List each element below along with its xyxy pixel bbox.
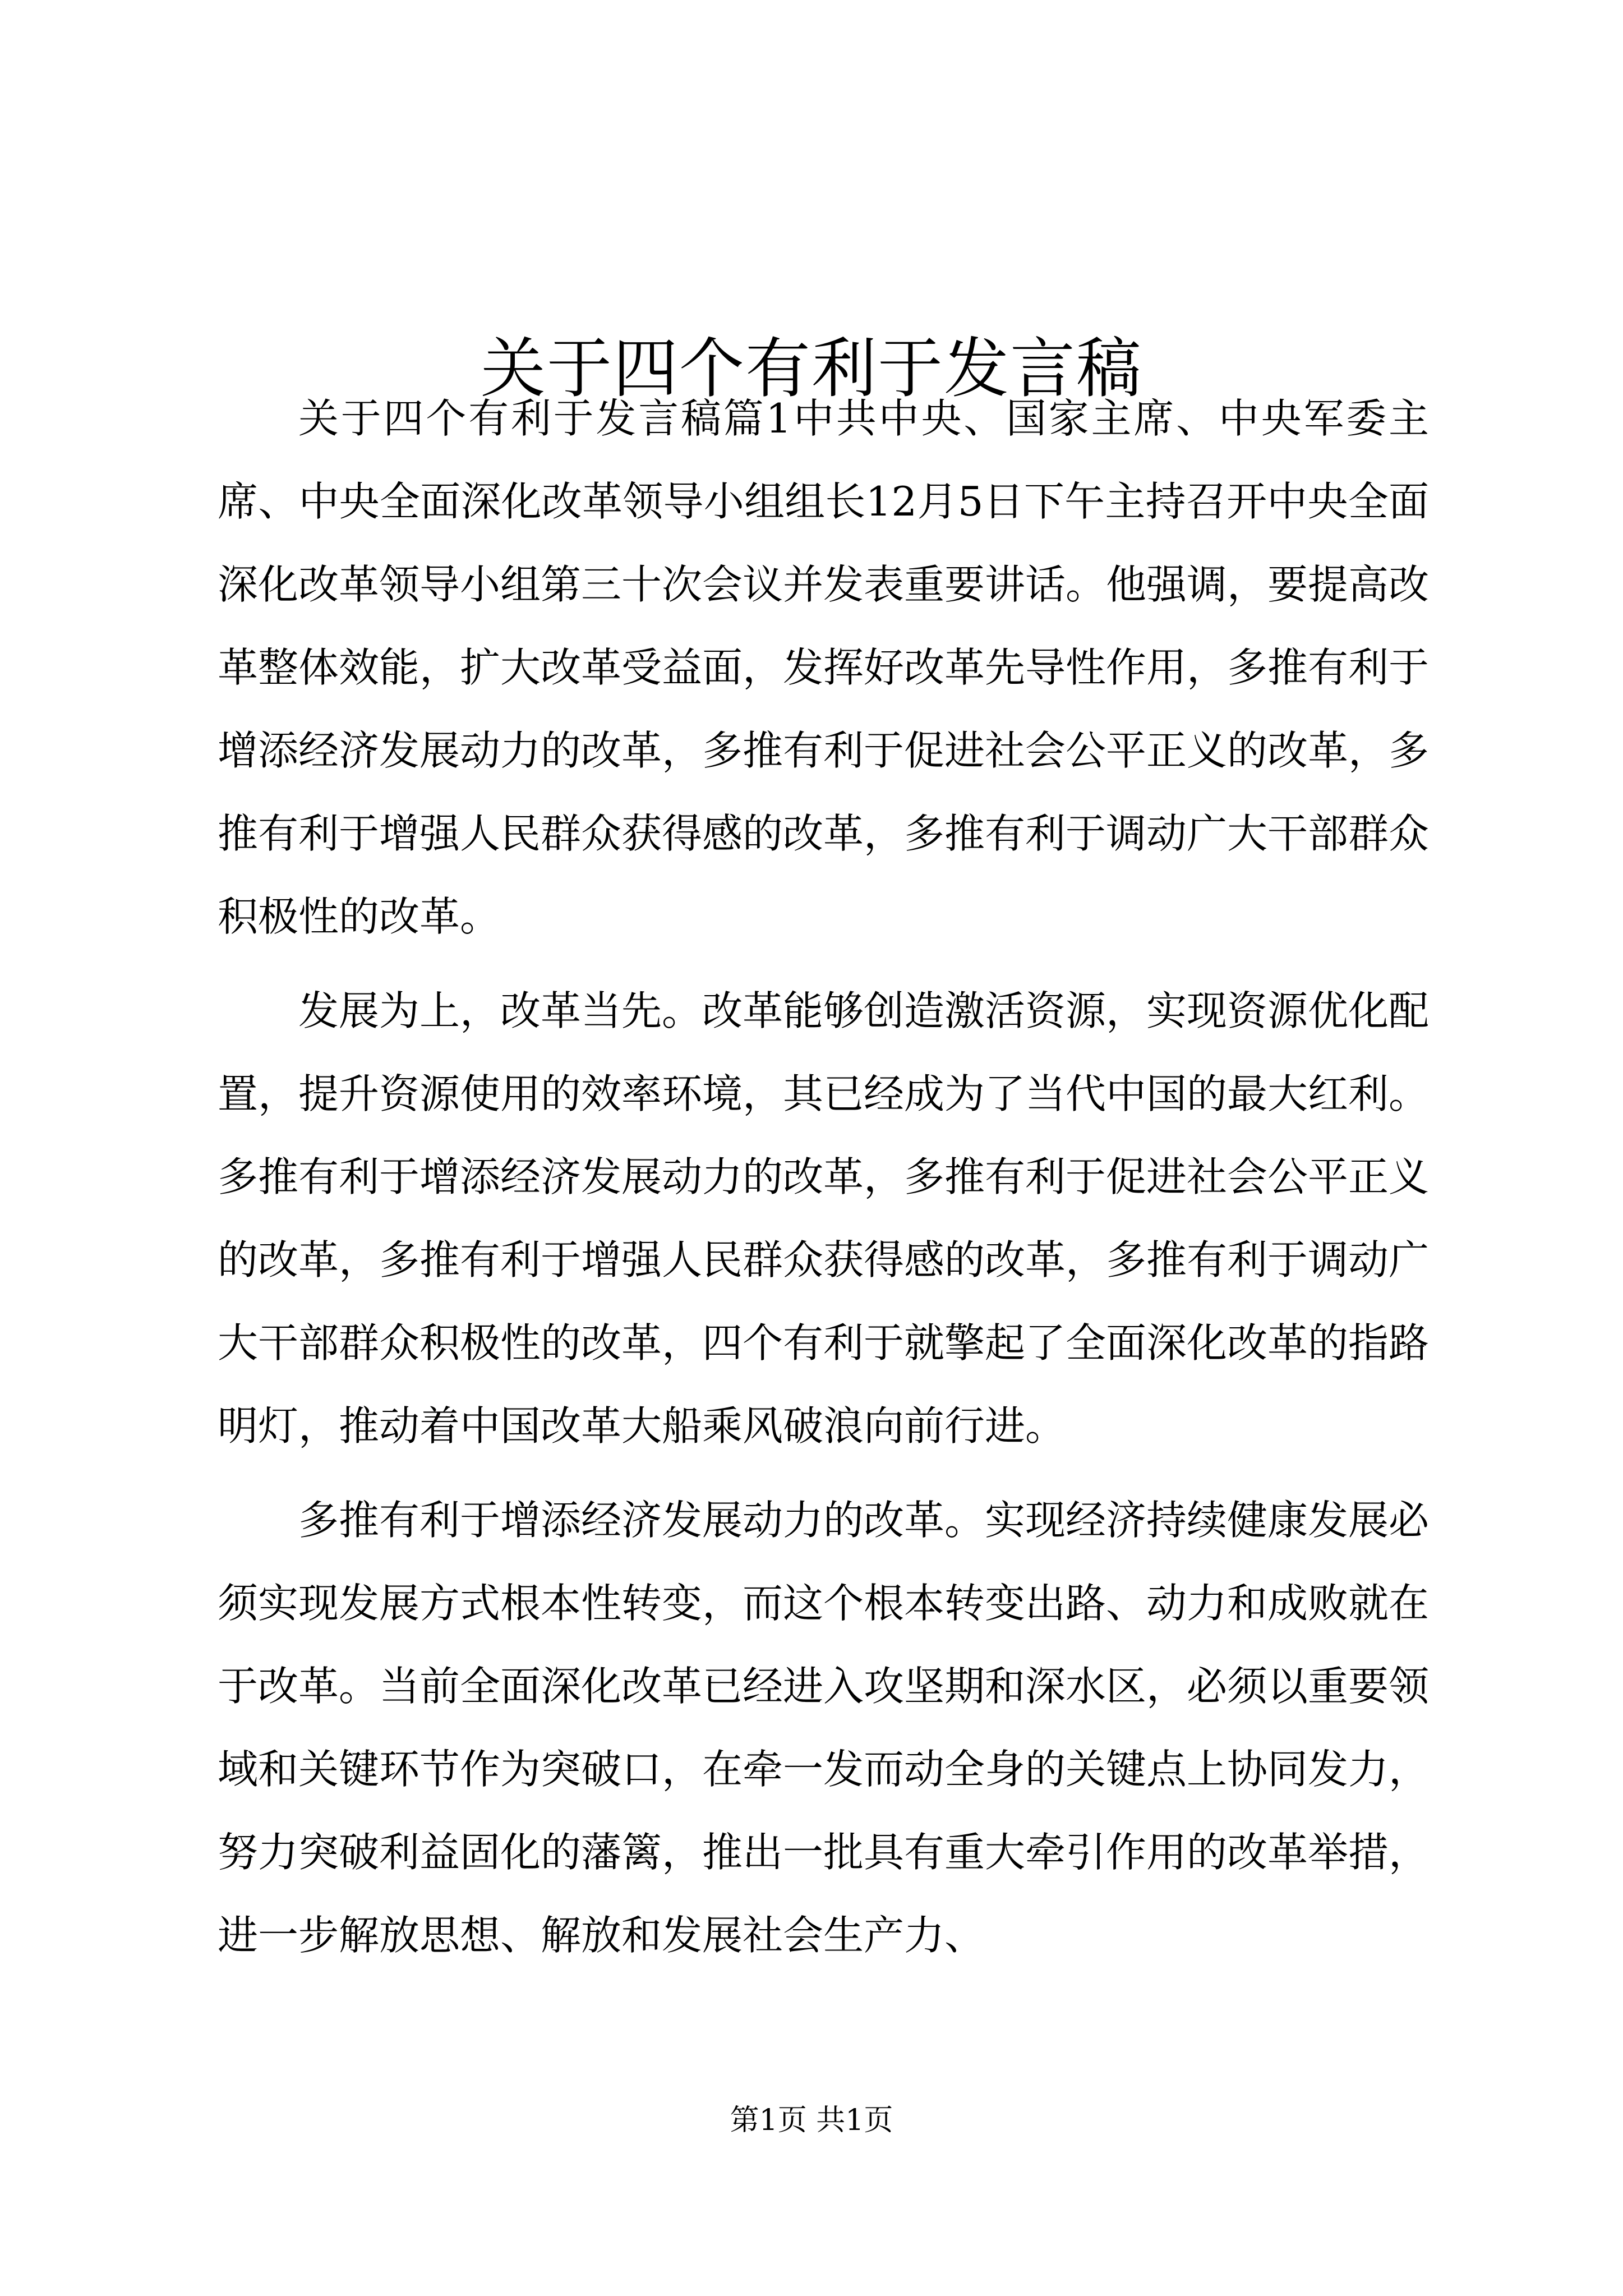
- paragraph-1: 关于四个有利于发言稿篇1中共中央、国家主席、中央军委主席、中央全面深化改革领导小组组长12月5日下午主持召开中央全面深化改革领导小组第三十次会议并发表重要讲话。他强调，要提高改革整体效能，扩大改革受益面，发挥好改革先导性作用，多推有利于增添经济发展动力的改革，多推有利于促进社会公平正义的改革，多推有利于增强人民群众获得感的改革，多推有利于调动广大干部群众积极性的改革。: [218, 395, 1430, 940]
- paragraph-2: 发展为上，改革当先。改革能够创造激活资源，实现资源优化配置，提升资源使用的效率环境，其已经成为了当代中国的最大红利。多推有利于增添经济发展动力的改革，多推有利于促进社会公平正义的改革，多推有利于增强人民群众获得感的改革，多推有利于调动广大干部群众积极性的改革，四个有利于就擎起了全面深化改革的指路明灯，推动着中国改革大船乘风破浪向前行进。: [218, 987, 1430, 1450]
- paragraph-3: 多推有利于增添经济发展动力的改革。实现经济持续健康发展必须实现发展方式根本性转变，而这个根本转变出路、动力和成败就在于改革。当前全面深化改革已经进入攻坚期和深水区，必须以重要领域和关键环节作为突破口，在牵一发而动全身的关键点上协同发力，努力突破利益固化的藩篱，推出一批具有重大牵引作用的改革举措，进一步解放思想、解放和发展社会生产力、: [218, 1497, 1430, 1959]
- page-footer: 第1页 共1页: [730, 2104, 893, 2137]
- document-body: [218, 377, 1429, 1977]
- document-title: 关于四个有利于发言稿: [481, 330, 1142, 407]
